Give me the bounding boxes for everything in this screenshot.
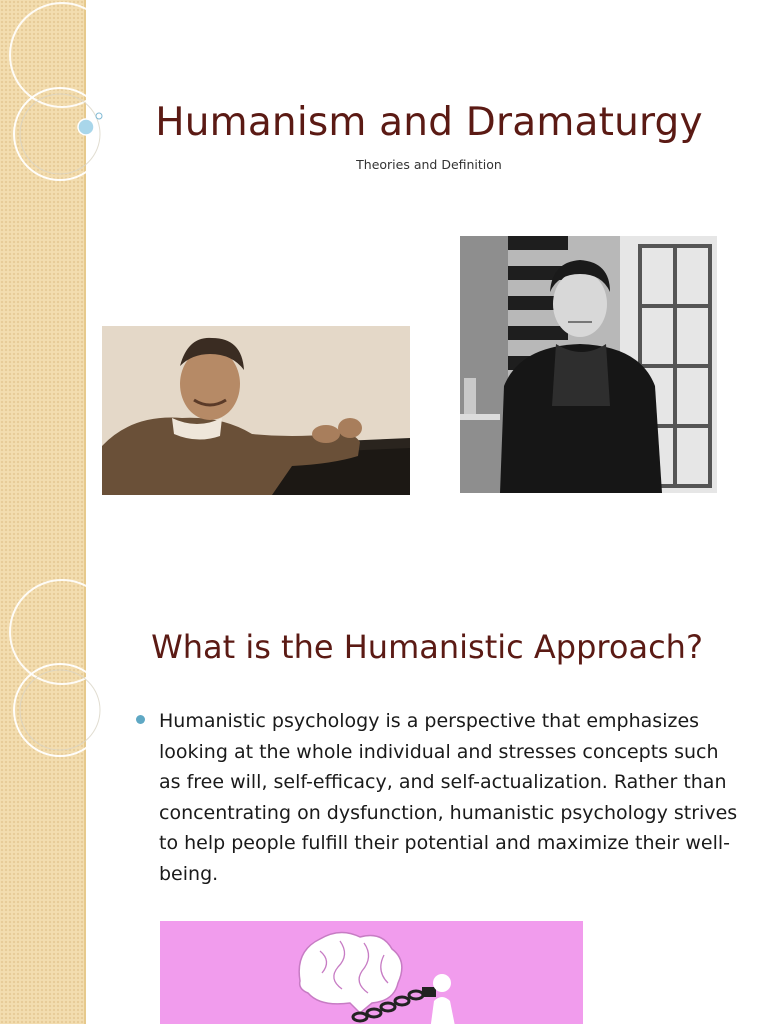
decorative-side-band	[0, 576, 86, 1024]
portrait-photo-icon	[460, 236, 717, 493]
decorative-side-band	[0, 0, 86, 576]
slide-humanistic-approach	[0, 576, 768, 1024]
illustration-panel	[160, 921, 583, 1024]
photo-man-by-window	[460, 236, 717, 493]
bullet-dot-icon	[136, 715, 145, 724]
bullet-list	[136, 706, 746, 889]
slide-heading: What is the Humanistic Approach?	[151, 628, 703, 666]
slide-title-text: Humanism and Dramaturgy	[155, 100, 703, 145]
brain-chain-icon	[160, 921, 583, 1024]
bullet-item: Humanistic psychology is a perspective that emphasizes looking at the whole individual and stresses concepts such as free will, self-efficacy, and self-actualization. Rather than concentrating on dysfunction, humanistic psychology strives to help people fulfill their potential and maximize their well-being.	[159, 710, 738, 885]
portrait-photo-icon	[102, 326, 410, 495]
photo-smiling-man	[102, 326, 410, 495]
slide-subtitle-text: Theories and Definition	[356, 157, 502, 172]
